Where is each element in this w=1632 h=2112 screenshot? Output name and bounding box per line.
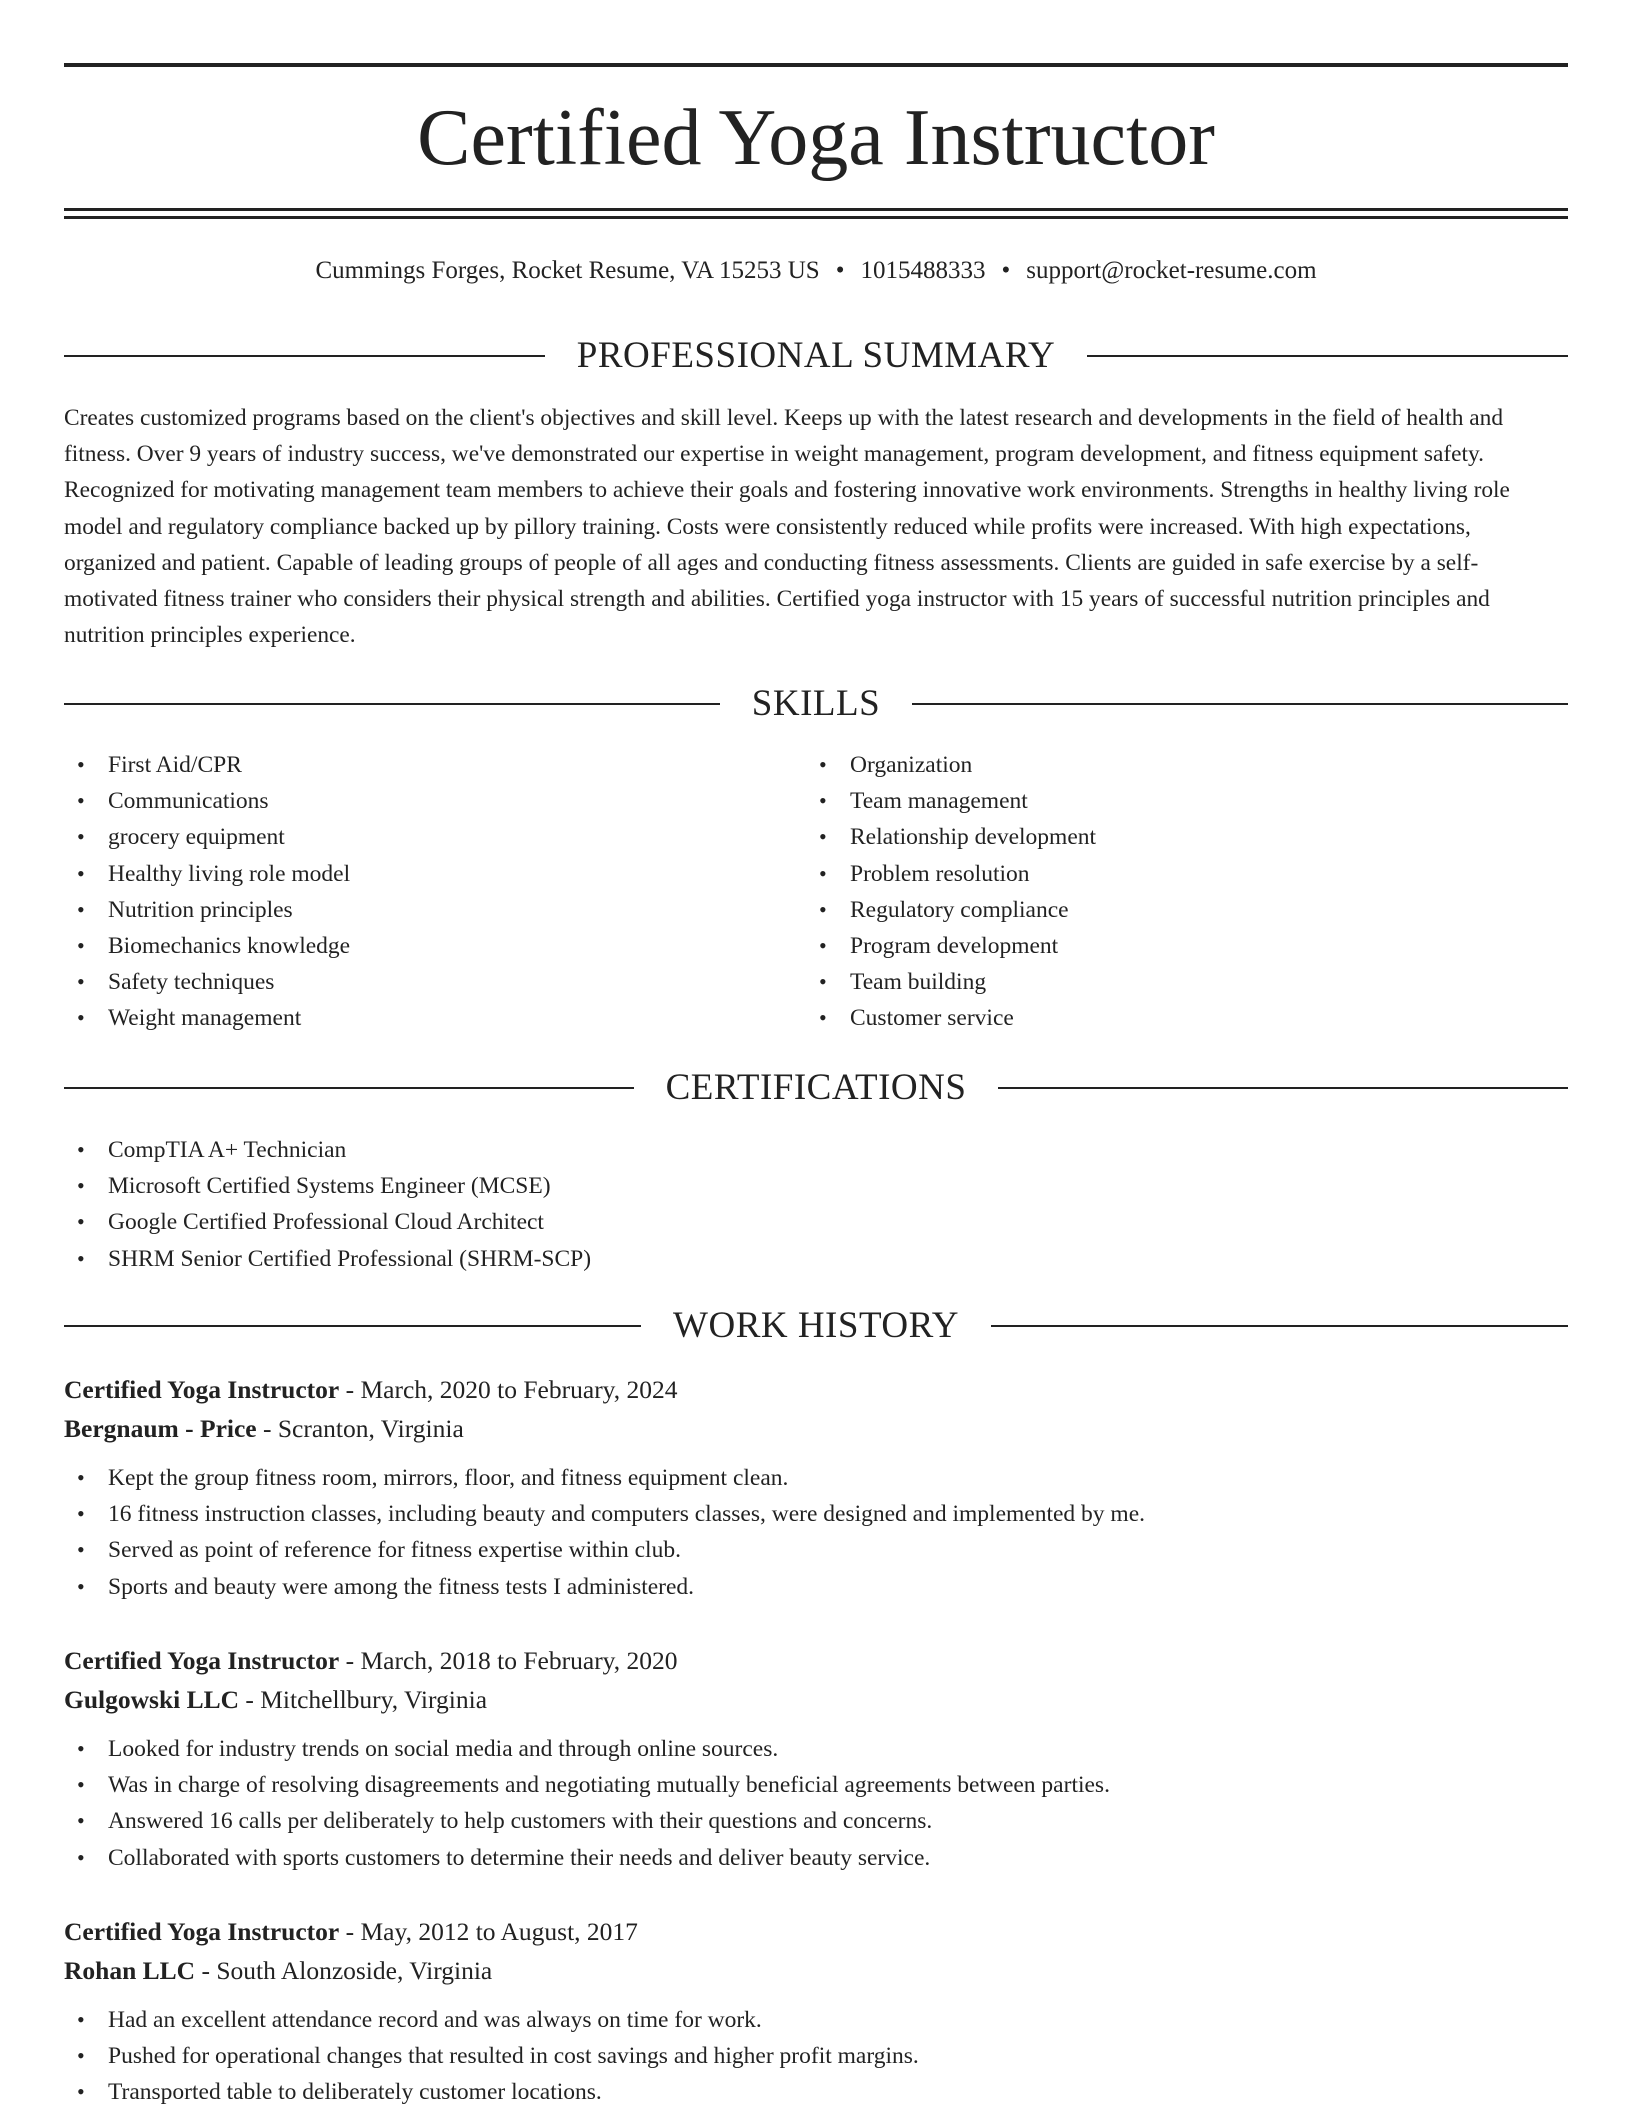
heading-rule: [998, 1087, 1568, 1089]
section-title: PROFESSIONAL SUMMARY: [576, 335, 1056, 376]
heading-rule: [64, 1325, 641, 1327]
contact-phone: 1015488333: [860, 257, 986, 284]
skill-item: • Nutrition principles: [64, 892, 764, 928]
job-bullet: • Answered 16 calls per deliberately to help customers with their questions and concerns.: [64, 1803, 1568, 1839]
contact-email: support@rocket-resume.com: [1026, 257, 1317, 284]
contact-separator: •: [1001, 257, 1011, 284]
certifications-list: [64, 1132, 591, 1277]
top-rule: [64, 63, 1568, 67]
skill-item: • grocery equipment: [64, 819, 764, 855]
heading-rule: [64, 355, 545, 357]
job-role: Certified Yoga Instructor: [64, 1917, 340, 1946]
job-dates: - May, 2012 to August, 2017: [339, 1917, 638, 1946]
heading-rule: [991, 1325, 1568, 1327]
certification-item: • CompTIA A+ Technician: [64, 1132, 591, 1168]
job-role-line: [64, 1370, 1568, 1409]
job-bullets: [64, 1731, 1568, 1876]
summary-text: Creates customized programs based on the client's objectives and skill level. Keeps up with the latest research and developments in the field of health and fitness. Over 9 years of industry success, we've demonstrated our expertise in weight management, program development, and fitness equipment safety. Recognized for motivating management team members to achieve their goals and fostering innovative work environments. Strengths in healthy living role model and regulatory compliance backed up by pillory training. Costs were consistently reduced while profits were increased. With high expectations, organized and patient. Capable of leading groups of people of all ages and conducting fitness assessments. Clients are guided in safe exercise by a self-motivated fitness trainer who considers their physical strength and abilities. Certified yoga instructor with 15 years of successful nutrition principles and nutrition principles experience.: [64, 405, 1510, 649]
job-role: Certified Yoga Instructor: [64, 1375, 340, 1404]
job-bullets: [64, 1460, 1568, 1605]
job-location: - Scranton, Virginia: [256, 1414, 464, 1443]
job-company: Gulgowski LLC: [64, 1685, 240, 1714]
job-bullet: • Looked for industry trends on social media and through online sources.: [64, 1731, 1568, 1767]
job-bullets: [64, 2002, 1568, 2111]
heading-rule: [64, 703, 720, 705]
certification-item: • Google Certified Professional Cloud Architect: [64, 1204, 591, 1240]
skill-item: • Team management: [806, 783, 1506, 819]
skill-item: • Safety techniques: [64, 964, 764, 1000]
job-role-line: [64, 1912, 1568, 1951]
certification-item: • Microsoft Certified Systems Engineer (MCSE): [64, 1168, 591, 1204]
skill-item: • Communications: [64, 783, 764, 819]
job-bullet: • Transported table to deliberately customer locations.: [64, 2074, 1568, 2110]
job-dates: - March, 2020 to February, 2024: [339, 1375, 678, 1404]
skills-list-left: [64, 747, 764, 1037]
job-company-line: [64, 1409, 1568, 1448]
resume-title: Certified Yoga Instructor: [417, 94, 1215, 182]
skill-item: • Biomechanics knowledge: [64, 928, 764, 964]
certification-item: • SHRM Senior Certified Professional (SHRM-SCP): [64, 1241, 591, 1277]
job-company: Bergnaum - Price: [64, 1414, 257, 1443]
contact-address: Cummings Forges, Rocket Resume, VA 15253 US: [315, 257, 820, 284]
section-heading-work-history: [64, 1304, 1568, 1348]
skill-item: • First Aid/CPR: [64, 747, 764, 783]
skill-item: • Weight management: [64, 1000, 764, 1036]
job-entry: [64, 1370, 1568, 1605]
job-entry: [64, 1912, 1568, 2111]
section-title: WORK HISTORY: [673, 1305, 959, 1346]
heading-rule: [64, 1087, 634, 1089]
skill-item: • Program development: [806, 928, 1506, 964]
heading-rule: [1087, 355, 1568, 357]
job-bullet: • Sports and beauty were among the fitness tests I administered.: [64, 1569, 1568, 1605]
skills-list-right: [806, 747, 1506, 1037]
contact-separator: •: [835, 257, 845, 284]
title-rule-lower: [64, 216, 1568, 219]
job-bullet: • Was in charge of resolving disagreements and negotiating mutually beneficial agreements between parties.: [64, 1767, 1568, 1803]
skill-item: • Customer service: [806, 1000, 1506, 1036]
skill-item: • Organization: [806, 747, 1506, 783]
job-location: - South Alonzoside, Virginia: [195, 1956, 493, 1985]
skill-item: • Relationship development: [806, 819, 1506, 855]
skill-item: • Problem resolution: [806, 856, 1506, 892]
job-entry: [64, 1641, 1568, 1876]
job-bullet: • Pushed for operational changes that resulted in cost savings and higher profit margins.: [64, 2038, 1568, 2074]
skill-item: • Team building: [806, 964, 1506, 1000]
job-company: Rohan LLC: [64, 1956, 196, 1985]
title-rule-upper: [64, 208, 1568, 211]
skill-item: • Regulatory compliance: [806, 892, 1506, 928]
job-company-line: [64, 1680, 1568, 1719]
section-heading-summary: [64, 334, 1568, 378]
job-role-line: [64, 1641, 1568, 1680]
section-title: CERTIFICATIONS: [665, 1067, 967, 1108]
skill-item: • Healthy living role model: [64, 856, 764, 892]
contact-line: [64, 254, 1568, 288]
job-location: - Mitchellbury, Virginia: [239, 1685, 488, 1714]
job-bullet: • Collaborated with sports customers to determine their needs and deliver beauty service.: [64, 1840, 1568, 1876]
job-bullet: • 16 fitness instruction classes, including beauty and computers classes, were designed and implemented by me.: [64, 1496, 1568, 1532]
section-heading-certifications: [64, 1066, 1568, 1110]
job-role: Certified Yoga Instructor: [64, 1646, 340, 1675]
job-bullet: • Kept the group fitness room, mirrors, floor, and fitness equipment clean.: [64, 1460, 1568, 1496]
job-dates: - March, 2018 to February, 2020: [339, 1646, 678, 1675]
job-company-line: [64, 1951, 1568, 1990]
job-bullet: • Had an excellent attendance record and was always on time for work.: [64, 2002, 1568, 2038]
job-bullet: • Served as point of reference for fitness expertise within club.: [64, 1532, 1568, 1568]
section-title: SKILLS: [751, 683, 881, 724]
section-heading-skills: [64, 682, 1568, 726]
heading-rule: [912, 703, 1568, 705]
